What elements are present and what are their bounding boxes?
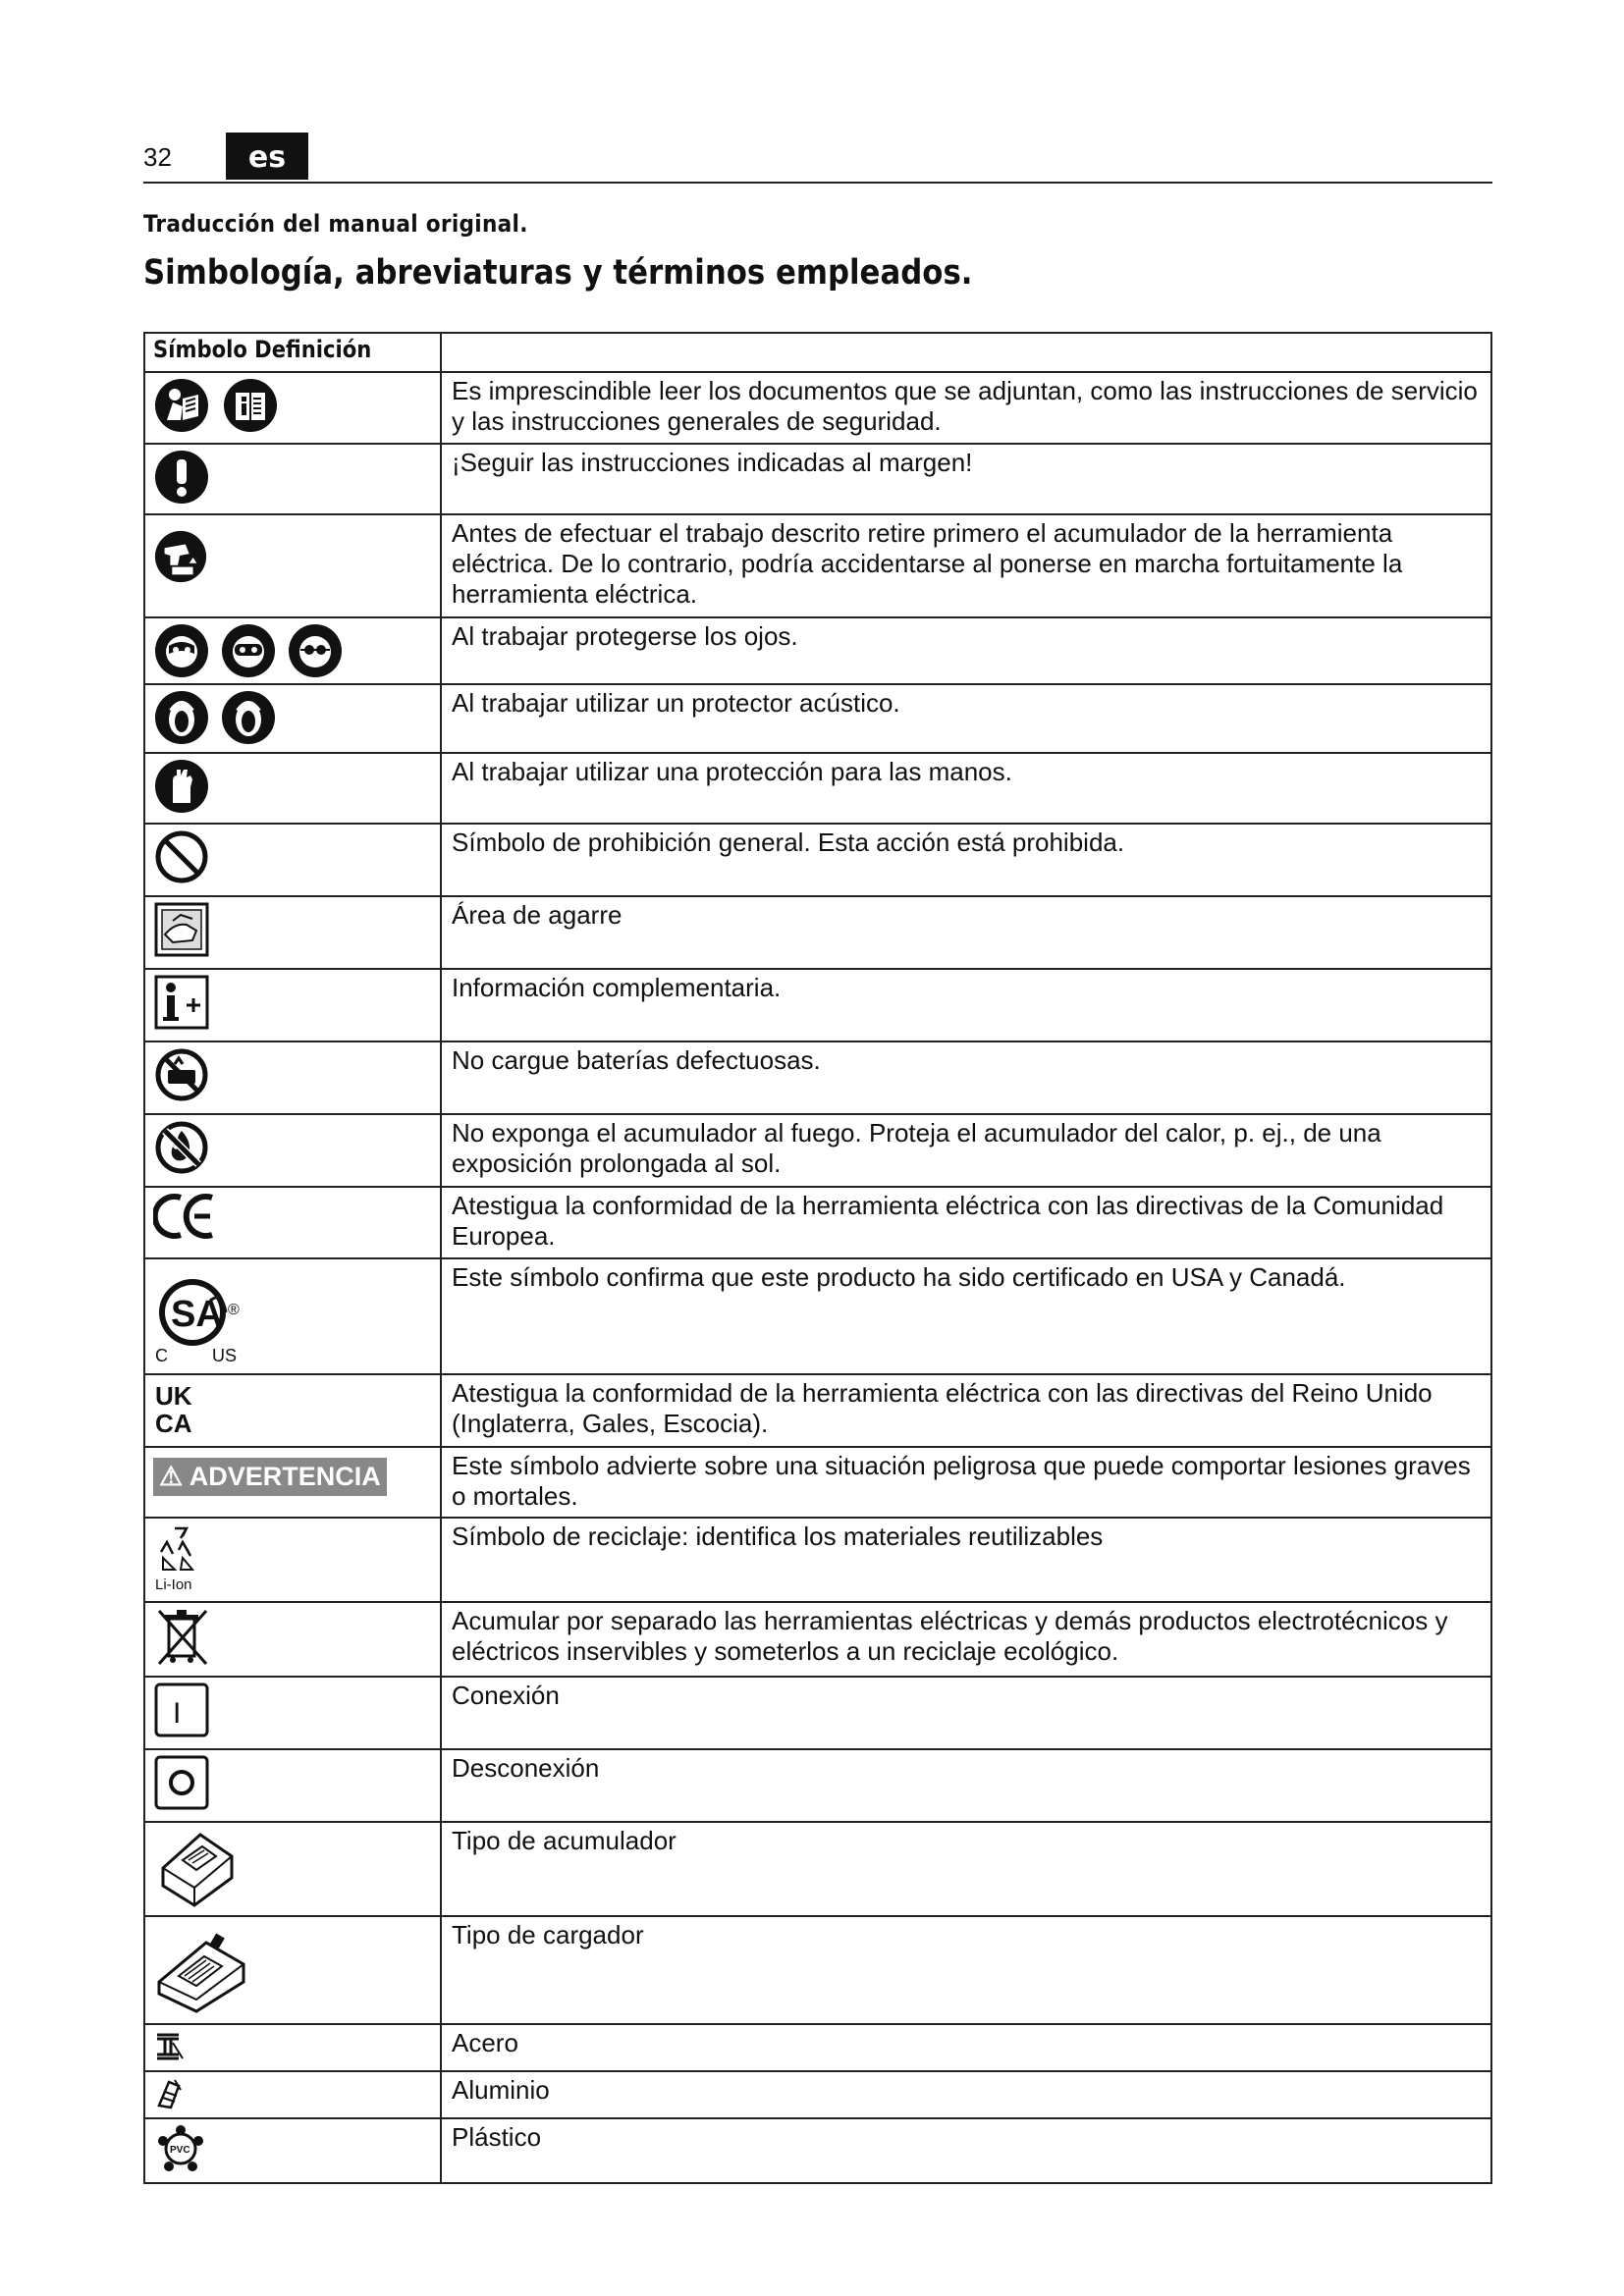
plastic-pvc-icon xyxy=(153,2123,208,2174)
definition-text: Este símbolo advierte sobre una situación peligrosa que puede comportar lesiones graves o mortales. xyxy=(441,1447,1491,1518)
ukca-line-2: CA xyxy=(155,1409,192,1438)
warning-badge-text: ADVERTENCIA xyxy=(189,1462,381,1491)
document-subtitle: Traducción del manual original. xyxy=(143,210,528,238)
table-row xyxy=(144,2071,1491,2118)
definition-text: Tipo de cargador xyxy=(441,1916,1491,2024)
no-charge-defective-icon xyxy=(153,1046,210,1103)
csa-mark-icon xyxy=(153,1263,271,1365)
definition-text: Es imprescindible leer los documentos que se adjuntan, como las instrucciones de servicio y las instrucciones generales de seguridad. xyxy=(441,372,1491,444)
pvc-label: PVC xyxy=(170,2145,190,2156)
symbols-table xyxy=(143,332,1492,2184)
weee-bin-icon xyxy=(153,1607,212,1668)
table-row xyxy=(144,372,1491,444)
definition-text: Aluminio xyxy=(441,2071,1491,2118)
definition-text: Conexión xyxy=(441,1677,1491,1749)
definition-text: Información complementaria. xyxy=(441,969,1491,1041)
grip-area-icon xyxy=(153,901,210,958)
li-ion-label: Li-Ion xyxy=(155,1576,192,1593)
read-manual-icon xyxy=(153,377,210,434)
csa-c-label: C xyxy=(155,1346,168,1365)
prohibition-icon xyxy=(153,828,210,885)
no-fire-icon xyxy=(153,1119,210,1176)
definition-text: Al trabajar utilizar un protector acústico. xyxy=(441,684,1491,753)
warning-triangle-icon: ⚠ xyxy=(159,1462,184,1491)
gloves-icon xyxy=(153,758,210,815)
definition-text: Plástico xyxy=(441,2118,1491,2183)
definition-text: Tipo de acumulador xyxy=(441,1822,1491,1916)
table-row xyxy=(144,1518,1491,1602)
definition-text: Acumular por separado las herramientas eléctricas y demás productos electrotécnicos y eléctricos inservibles y someterlos a un reciclaje ecológico. xyxy=(441,1602,1491,1677)
table-row xyxy=(144,617,1491,684)
definition-text: No cargue baterías defectuosas. xyxy=(441,1041,1491,1114)
ear-protection-icon xyxy=(153,689,210,746)
definition-text: Atestigua la conformidad de la herramienta eléctrica con las directivas del Reino Unido (Inglaterra, Gales, Escocia). xyxy=(441,1374,1491,1447)
warning-label-icon xyxy=(153,1458,387,1496)
aluminium-icon xyxy=(153,2076,187,2111)
definition-text: Este símbolo confirma que este producto ha sido certificado en USA y Canadá. xyxy=(441,1258,1491,1374)
book-icon xyxy=(222,377,279,434)
goggles-icon xyxy=(220,622,277,679)
csa-letters: SA xyxy=(171,1294,223,1335)
power-on-glyph: I xyxy=(173,1697,182,1730)
ukca-mark-icon xyxy=(153,1379,208,1438)
table-header-label: Símbolo Definición xyxy=(153,336,372,363)
table-row xyxy=(144,1916,1491,2024)
table-row xyxy=(144,1114,1491,1187)
definition-text: No exponga el acumulador al fuego. Proteja el acumulador del calor, p. ej., de una exposición prolongada al sol. xyxy=(441,1114,1491,1187)
page-title: Simbología, abreviaturas y términos empleados. xyxy=(143,253,973,293)
safety-glasses-icon xyxy=(287,622,344,679)
table-row xyxy=(144,969,1491,1041)
charger-type-icon xyxy=(153,1921,251,2015)
battery-type-icon xyxy=(153,1827,242,1907)
steel-icon xyxy=(153,2029,187,2064)
page-number: 32 xyxy=(143,142,172,172)
language-tab: es xyxy=(226,133,308,180)
definition-text: Antes de efectuar el trabajo descrito retire primero el acumulador de la herramienta eléctrica. De lo contrario, podría accidentarse al ponerse en marcha fortuitamente la herramienta eléctrica. xyxy=(441,514,1491,617)
table-row xyxy=(144,444,1491,514)
table-row xyxy=(144,1749,1491,1822)
table-row xyxy=(144,2024,1491,2071)
ce-mark-icon xyxy=(153,1192,218,1241)
remove-battery-icon xyxy=(153,529,208,584)
page-header xyxy=(143,133,1492,184)
definition-text: Atestigua la conformidad de la herramienta eléctrica con las directivas de la Comunidad Europea. xyxy=(441,1187,1491,1258)
definition-text: Acero xyxy=(441,2024,1491,2071)
definition-text: Área de agarre xyxy=(441,896,1491,969)
recycle-li-ion-icon xyxy=(153,1522,222,1593)
face-shield-icon xyxy=(153,622,210,679)
power-off-icon xyxy=(153,1754,210,1811)
definition-text: Símbolo de reciclaje: identifica los materiales reutilizables xyxy=(441,1518,1491,1602)
table-row xyxy=(144,514,1491,617)
table-row xyxy=(144,1677,1491,1749)
definition-text: Al trabajar protegerse los ojos. xyxy=(441,617,1491,684)
ear-protection-icon xyxy=(220,689,277,746)
table-row xyxy=(144,684,1491,753)
definition-text: Desconexión xyxy=(441,1749,1491,1822)
definition-text: ¡Seguir las instrucciones indicadas al margen! xyxy=(441,444,1491,514)
power-on-icon xyxy=(153,1682,210,1738)
table-row xyxy=(144,824,1491,896)
table-row xyxy=(144,2118,1491,2183)
info-plus-icon xyxy=(153,974,210,1031)
table-row xyxy=(144,1374,1491,1447)
table-row xyxy=(144,1447,1491,1518)
table-row xyxy=(144,1822,1491,1916)
table-row xyxy=(144,896,1491,969)
table-row xyxy=(144,1187,1491,1258)
table-row xyxy=(144,753,1491,824)
definition-text: Al trabajar utilizar una protección para las manos. xyxy=(441,753,1491,824)
csa-registered: ® xyxy=(228,1302,240,1318)
table-row xyxy=(144,1258,1491,1374)
table-row xyxy=(144,1041,1491,1114)
table-header-row xyxy=(144,333,1491,372)
ukca-line-1: UK xyxy=(155,1381,192,1411)
exclamation-icon xyxy=(153,449,210,506)
table-row xyxy=(144,1602,1491,1677)
csa-us-label: US xyxy=(212,1346,238,1365)
definition-text: Símbolo de prohibición general. Esta acción está prohibida. xyxy=(441,824,1491,896)
